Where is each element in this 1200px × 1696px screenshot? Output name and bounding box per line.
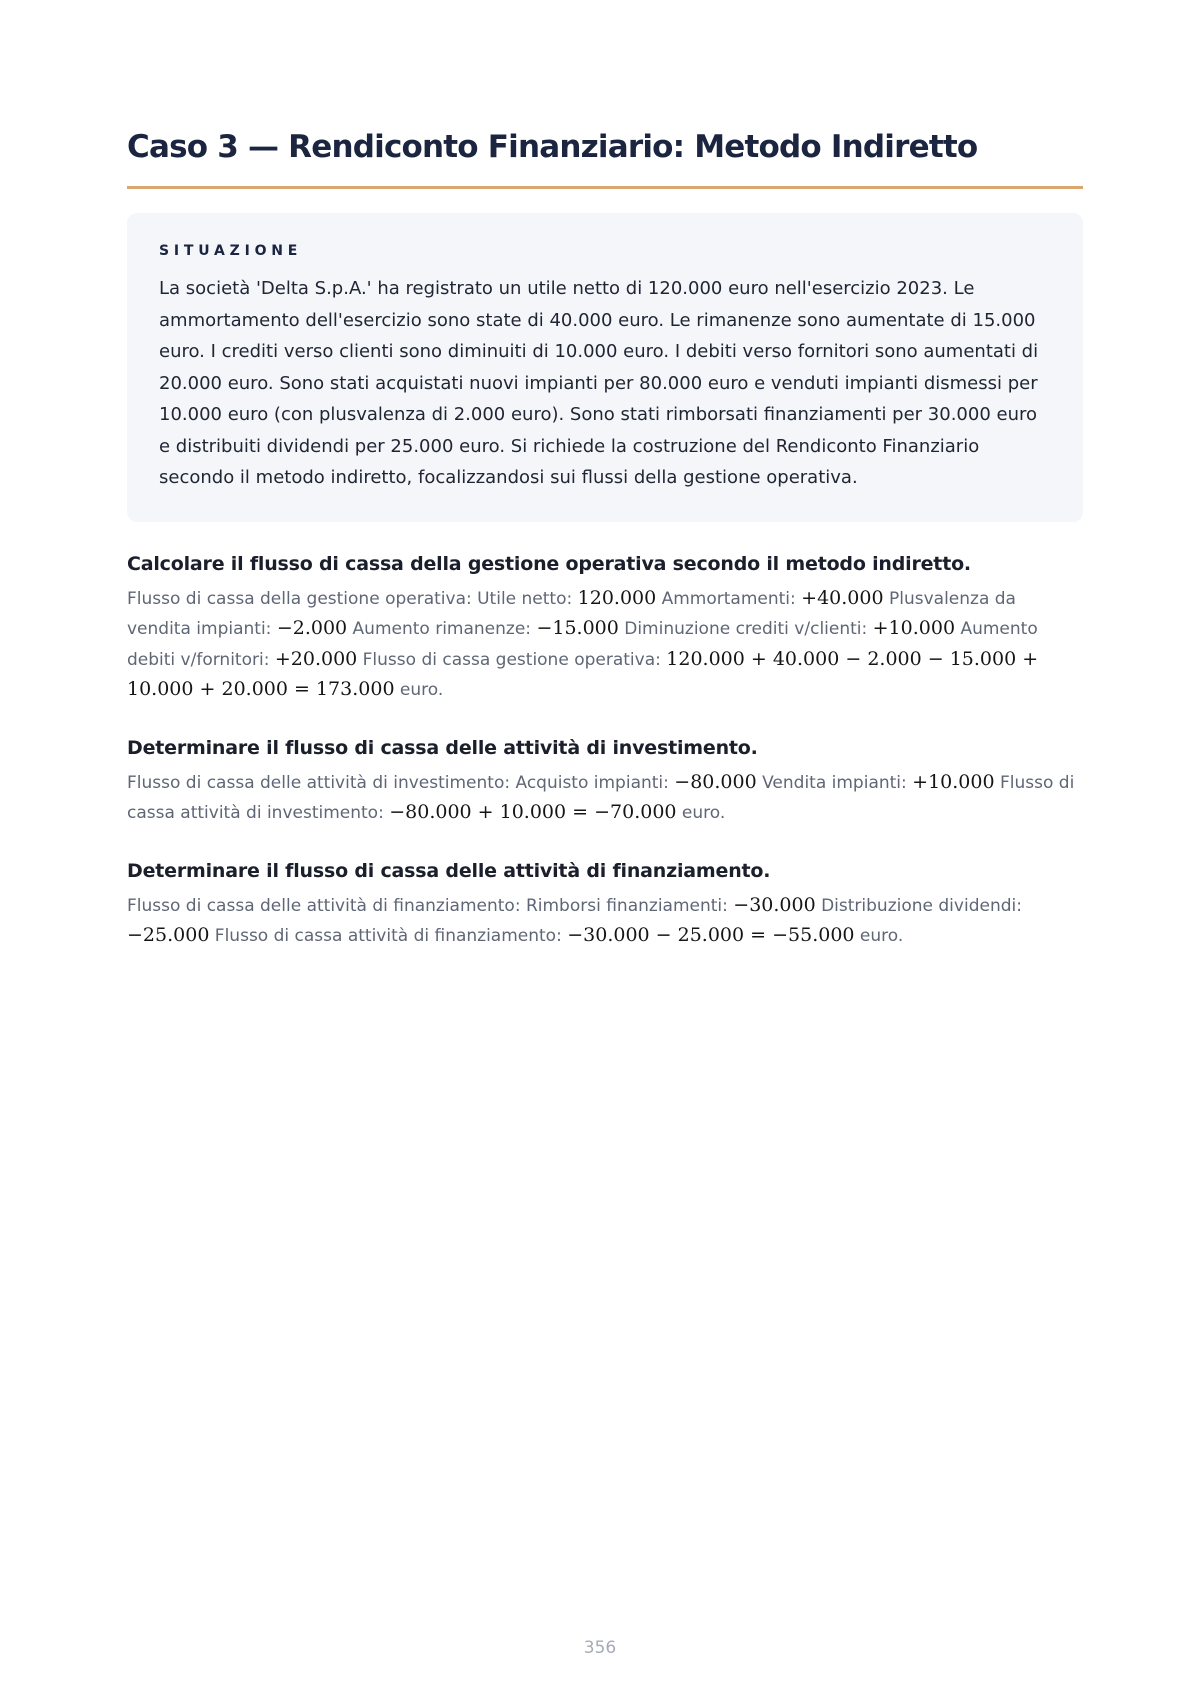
answer-text [127,891,1083,952]
question-1 [127,550,1083,706]
case-title: Caso 3 — Rendiconto Finanziario: Metodo Indiretto [127,126,1083,189]
math-expression: −15.000 [536,617,619,639]
question-title: Calcolare il flusso di cassa della gestione operativa secondo il metodo indiretto. [127,552,971,575]
math-expression: 120.000 [577,586,657,609]
situation-label: SITUAZIONE [159,243,303,259]
document-page [127,126,1083,952]
answer-segment: Vendita impianti: [756,772,913,793]
answer-segment: Aumento debiti v/fornitori: [127,619,1038,670]
answer-segment: Flusso di cassa gestione operativa: [357,649,667,670]
page-number: 356 [583,1638,617,1658]
math-expression: −2.000 [276,617,348,639]
answer-segment: euro. [676,803,726,823]
math-expression: +10.000 [872,617,956,639]
math-expression: −80.000 + 10.000 = −70.000 [389,801,677,823]
math-expression: −30.000 − 25.000 = −55.000 [567,924,855,946]
answer-segment: euro. [394,680,444,700]
answer-segment: Flusso di cassa delle attività di investimento: Acquisto impianti: [127,772,675,793]
math-expression: +20.000 [274,647,358,670]
question-3 [127,857,1083,952]
answer-segment: Flusso di cassa attività di investimento: [127,772,1075,823]
math-expression: −30.000 [733,893,816,916]
answer-segment: Plusvalenza da vendita impianti: [127,588,1016,639]
answer-segment: Flusso di cassa della gestione operativa: Utile netto: [127,588,578,609]
question-title: Determinare il flusso di cassa delle attività di investimento. [127,736,758,759]
answer-segment: euro. [854,926,904,946]
question-2 [127,734,1083,829]
answer-text [127,768,1083,829]
answer-segment: Aumento rimanenze: [347,619,537,639]
math-expression: −80.000 [674,770,757,793]
answer-segment: Diminuzione crediti v/clienti: [618,619,873,639]
question-title: Determinare il flusso di cassa delle attività di finanziamento. [127,859,771,882]
math-expression: 120.000 + 40.000 − 2.000 − 15.000 + 10.000 + 20.000 = 173.000 [127,647,1039,700]
answer-text [127,584,1083,706]
answer-segment: Flusso di cassa delle attività di finanziamento: Rimborsi finanziamenti: [127,895,734,916]
math-expression: +40.000 [801,586,884,609]
math-expression: +10.000 [912,770,995,793]
math-expression: −25.000 [127,924,210,946]
situation-box [127,213,1083,522]
answer-segment: Ammortamenti: [656,588,802,609]
answer-segment: Distribuzione dividendi: [815,895,1022,916]
answer-segment: Flusso di cassa attività di finanziamento: [209,926,568,946]
situation-text: La società 'Delta S.p.A.' ha registrato un utile netto di 120.000 euro nell'esercizio 2023. Le ammortamento dell'esercizio sono state di 40.000 euro. Le rimanenze sono aumentate di 15.000 euro. I crediti verso clienti sono diminuiti di 10.000 euro. I debiti verso fornitori sono aumentati di 20.000 euro. Sono stati acquistati nuovi impianti per 80.000 euro e venduti impianti dismessi per 10.000 euro (con plusvalenza di 2.000 euro). Sono stati rimborsati finanziamenti per 30.000 euro e distribuiti dividendi per 25.000 euro. Si richiede la costruzione del Rendiconto Finanziario secondo il metodo indiretto, focalizzandosi sui flussi della gestione operativa. [159,278,1039,488]
